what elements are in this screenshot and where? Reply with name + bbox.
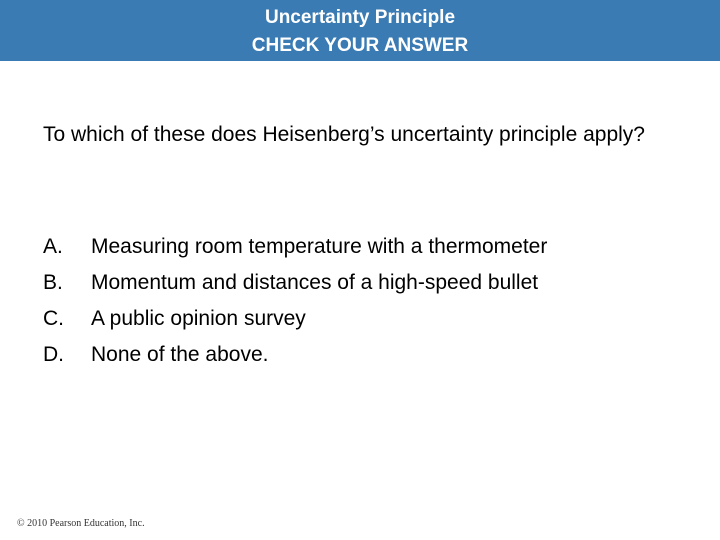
option-c	[43, 304, 683, 340]
option-text: A public opinion survey	[91, 307, 306, 330]
option-d	[43, 340, 683, 376]
slide-subtitle: CHECK YOUR ANSWER	[251, 35, 469, 56]
option-text: Momentum and distances of a high-speed bullet	[91, 271, 539, 294]
option-text: Measuring room temperature with a thermometer	[91, 235, 548, 258]
slide-title: Uncertainty Principle	[264, 7, 456, 28]
question-text: To which of these does Heisenberg’s uncertainty principle apply?	[43, 123, 645, 146]
option-letter: A.	[43, 235, 63, 258]
option-b	[43, 268, 683, 304]
header-bar	[0, 0, 720, 61]
option-letter: C.	[43, 307, 64, 330]
option-a	[43, 232, 683, 268]
option-letter: D.	[43, 343, 64, 366]
answer-options	[43, 232, 683, 376]
option-letter: B.	[43, 271, 63, 294]
option-text: None of the above.	[91, 343, 269, 366]
copyright-notice: © 2010 Pearson Education, Inc.	[17, 518, 145, 529]
